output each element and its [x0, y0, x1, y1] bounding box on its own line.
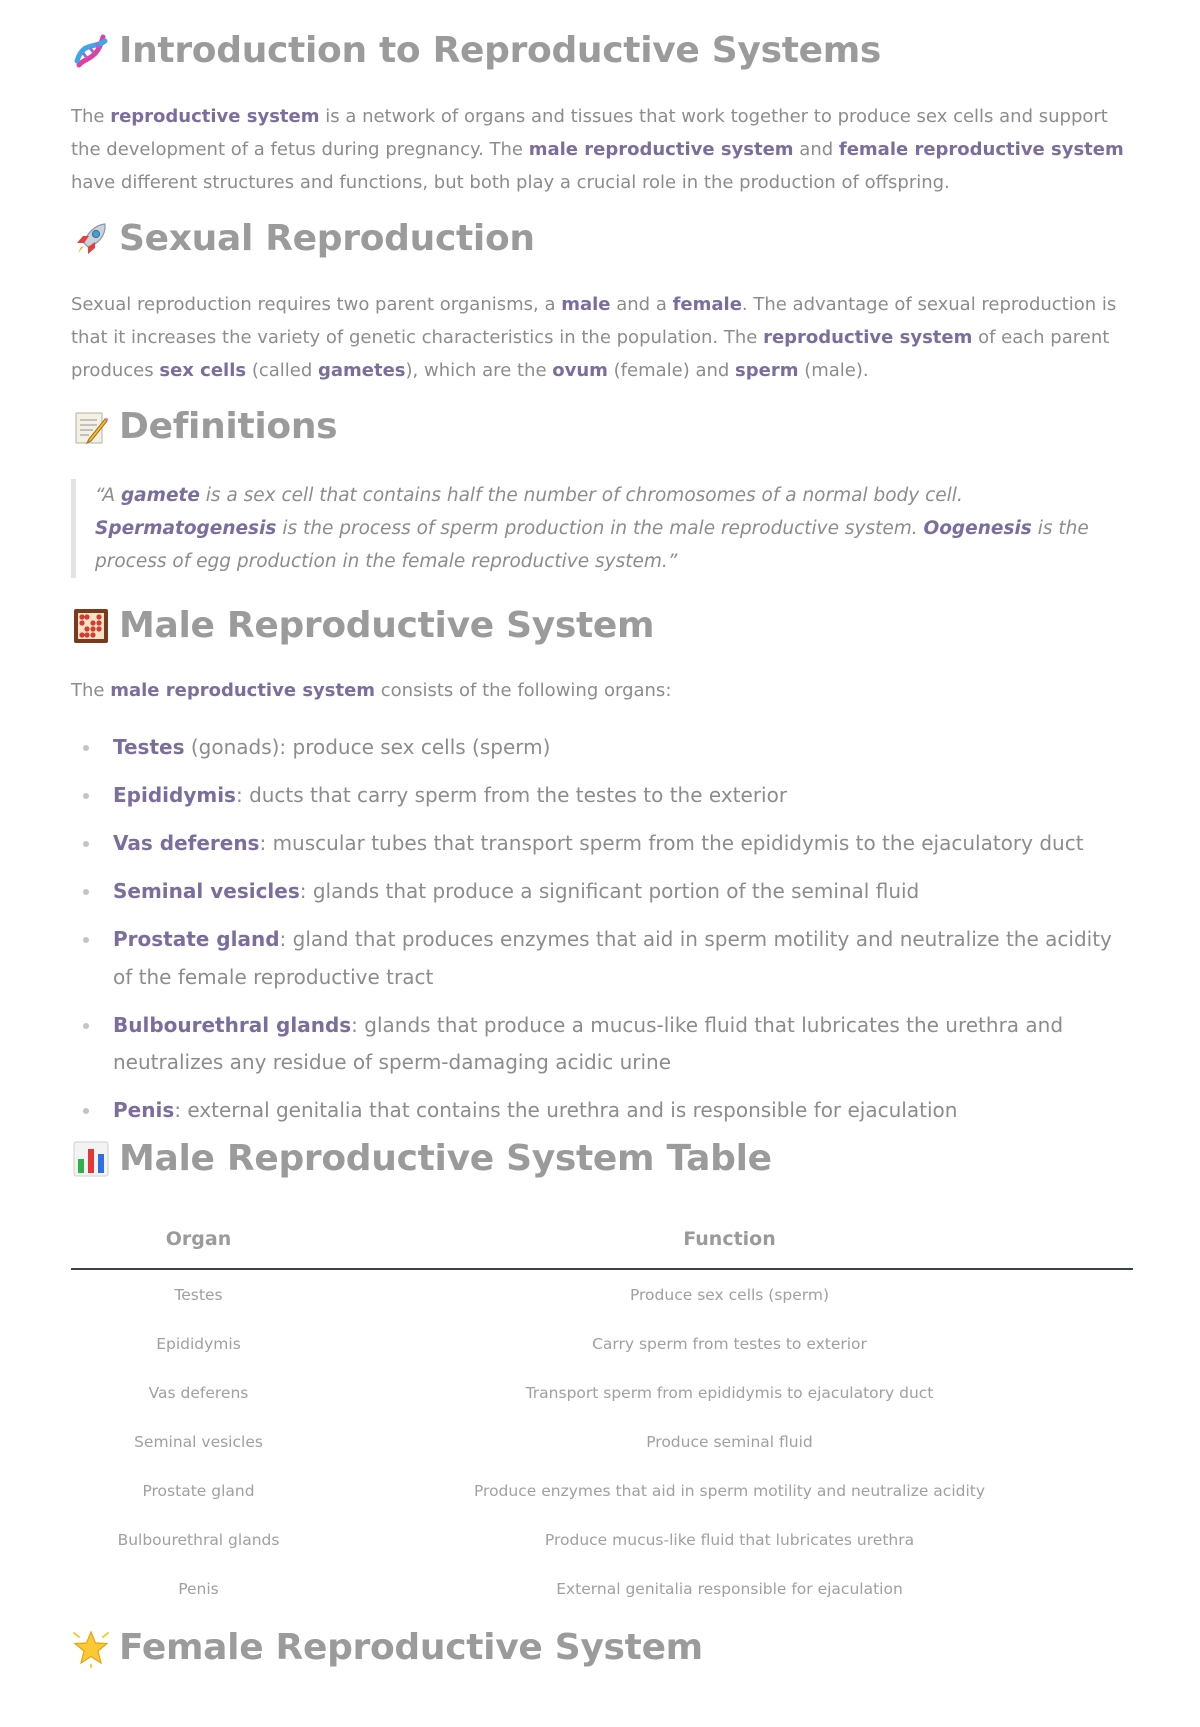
organ-cell: Penis [178, 1579, 219, 1598]
heading-text: Sexual Reproduction [119, 218, 535, 259]
memo-icon [71, 407, 111, 447]
heading-text: Male Reproductive System [119, 605, 655, 646]
function-cell: Produce enzymes that aid in sperm motility and neutralize acidity [473, 1481, 986, 1500]
function-cell: Transport sperm from epididymis to ejaculatory duct [525, 1383, 934, 1402]
list-item: Vas deferens: muscular tubes that transport sperm from the epididymis to the ejaculatory duct [71, 825, 1133, 863]
function-cell: Produce seminal fluid [646, 1432, 813, 1451]
heading-definitions [71, 406, 337, 447]
sexual-reproduction-paragraph: Sexual reproduction requires two parent organisms, a male and a female. The advantage of sexual reproduction is that it increases the variety of genetic characteristics in the population. The reproductive system of each parent produces sex cells (called gametes), which are the ovum (female) and sperm (male). [71, 294, 1117, 381]
list-item: Prostate gland: gland that produces enzymes that aid in sperm motility and neutralize the acidity of the female reproductive tract [71, 921, 1133, 996]
list-item: Penis: external genitalia that contains the urethra and is responsible for ejaculation [71, 1092, 1133, 1130]
table-row [71, 1564, 1133, 1613]
table-header-row [71, 1210, 1133, 1269]
abacus-icon [71, 606, 111, 646]
organ-cell: Seminal vesicles [134, 1432, 263, 1451]
heading-text: Introduction to Reproductive Systems [119, 30, 882, 71]
list-item: Seminal vesicles: glands that produce a significant portion of the seminal fluid [71, 873, 1133, 911]
organ-cell: Prostate gland [142, 1481, 255, 1500]
heading-text: Definitions [119, 406, 338, 447]
list-item: Epididymis: ducts that carry sperm from the testes to the exterior [71, 777, 1133, 815]
function-cell: Carry sperm from testes to exterior [592, 1334, 867, 1353]
organ-cell: Testes [174, 1285, 223, 1304]
organ-cell: Epididymis [156, 1334, 241, 1353]
heading-text: Male Reproductive System Table [119, 1138, 772, 1179]
definitions-blockquote [71, 479, 1131, 578]
dna-icon [71, 31, 111, 71]
glowing-star-icon [71, 1628, 111, 1668]
bar-chart-icon [71, 1139, 111, 1179]
organ-cell: Bulbourethral glands [117, 1530, 280, 1549]
column-header-function: Function [326, 1210, 1133, 1269]
table-row [71, 1269, 1133, 1319]
heading-male-reproductive-system [71, 605, 654, 646]
heading-female-reproductive-system [71, 1627, 703, 1668]
heading-sexual-reproduction [71, 218, 535, 259]
male-intro-paragraph: The male reproductive system consists of the following organs: [71, 680, 672, 701]
list-item: Testes (gonads): produce sex cells (sperm) [71, 729, 1133, 767]
list-item: Bulbourethral glands: glands that produce a mucus-like fluid that lubricates the urethra and neutralizes any residue of sperm-damaging acidic urine [71, 1007, 1133, 1082]
rocket-icon [71, 219, 111, 259]
table-row [71, 1466, 1133, 1515]
male-organs-list [71, 729, 1133, 1140]
male-organs-table [71, 1210, 1133, 1613]
table-row [71, 1417, 1133, 1466]
heading-text: Female Reproductive System [119, 1627, 703, 1668]
column-header-organ: Organ [71, 1210, 326, 1269]
table-row [71, 1515, 1133, 1564]
function-cell: Produce sex cells (sperm) [629, 1285, 830, 1304]
table-row [71, 1368, 1133, 1417]
definitions-quote-text: “A gamete is a sex cell that contains half the number of chromosomes of a normal body cell. Spermatogenesis is the process of sperm production in the male reproductive system. Oogenesis is the process of egg production in the female reproductive system.” [95, 485, 1089, 572]
table-row [71, 1319, 1133, 1368]
heading-male-table [71, 1138, 772, 1179]
function-cell: Produce mucus-like fluid that lubricates urethra [544, 1530, 915, 1549]
intro-paragraph: The reproductive system is a network of organs and tissues that work together to produce sex cells and support the development of a fetus during pregnancy. The male reproductive system and female reproductive system have different structures and functions, but both play a crucial role in the production of offspring. [71, 106, 1124, 193]
heading-introduction [71, 30, 881, 71]
organ-cell: Vas deferens [148, 1383, 249, 1402]
function-cell: External genitalia responsible for ejaculation [556, 1579, 903, 1598]
